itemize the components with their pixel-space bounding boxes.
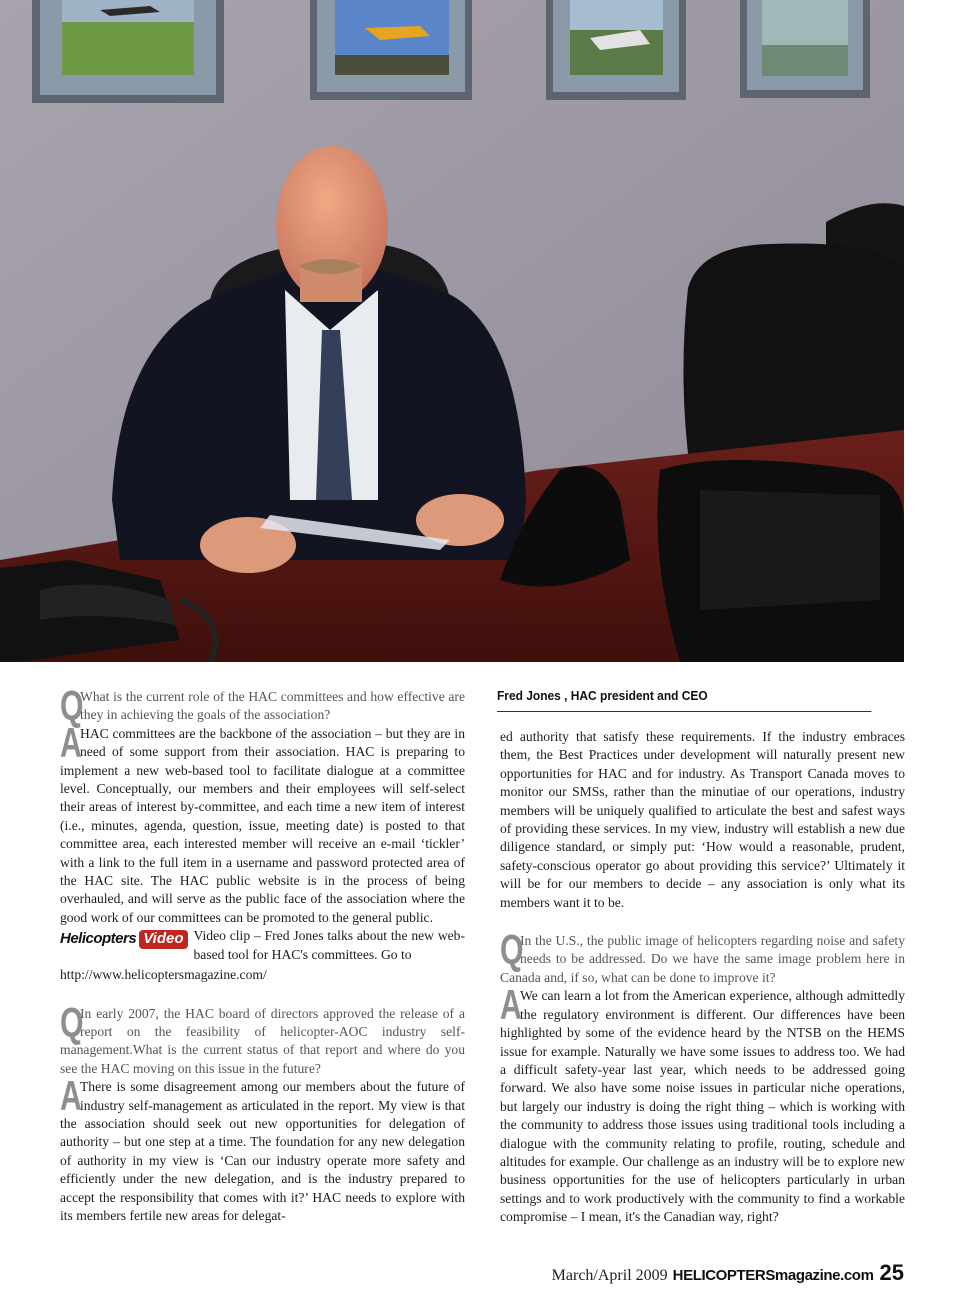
helicopters-video-logo[interactable] — [60, 930, 188, 948]
wall-frame-3 — [546, 0, 686, 100]
answer-3-text: We can learn a lot from the American experience, although admittedly the regulatory environment is different. Our differences have been highlighted by some of the evidence heard by the NTSB on the HEMS issue for example. Naturally we have some issues to address too. We had a difficult safety-year last year, which needs to be addressed going forward. We also have some noise issues in particular niche operations, but largely our industry is doing the right thing – which is working with the community to address those issues using traditional tools including a dialogue with the community relating to profile, routing, schedule and altitudes for example. Our challenge as an industry will be to explore new business opportunities for the use of helicopters particularly in urban settings and to work productively with the community to find a workable compromise – I mean, it's the Canadian way, right? — [500, 988, 905, 1225]
drop-cap-q: Q — [60, 682, 84, 729]
question-2 — [60, 998, 465, 1079]
logo-video-badge: Video — [139, 930, 187, 948]
answer-2-text: There is some disagreement among our members about the future of industry self-management as articulated in the report. My view is that the association should seek out new opportunities for delegation of authority – but one step at a time. The foundation for any new delegation of authority in my view is ‘Can our industry operate more safety and efficiently under the new delegation, and is the industry prepared to accept the responsibility that comes with it?’ HAC needs to explore with its members fertile new areas for delegat- — [60, 1079, 465, 1223]
logo-brand-text: Helicopters — [60, 930, 137, 948]
answer-2-continued-text: ed authority that satisfy these requirements. If the industry embraces them, the Best Practices under development will naturally present new opportunities for HAC and for industry. As Transport Canada moves to monitor our SMSs, rather than the minutiae of our operations, industry members will be uniquely qualified to articulate the best and safest ways of providing these services. In my view, industry will establish a new due diligence standard, or simply put: ‘How would a reasonable, prudent, safety-conscious operator go about providing this service?’ Ultimately it will be for our members to decide – any association is only what its members want it to be. — [500, 729, 905, 910]
portrait-photo — [0, 0, 904, 662]
question-1-text: What is the current role of the HAC committees and how effective are they in achieving the goals of the association? — [80, 689, 465, 723]
question-3-text: In the U.S., the public image of helicopters regarding noise and safety needs to be addressed. Do we have the same image problem here in Canada and, if so, what can be done to improve it? — [500, 933, 905, 985]
question-2-text: In early 2007, the HAC board of directors approved the release of a report on the feasibility of helicopter-AOC industry self-management.What is the current status of that report and where do you see the HAC moving on this issue in the future? — [60, 1005, 465, 1076]
question-3 — [500, 926, 905, 987]
wall-frame-1 — [32, 0, 224, 103]
drop-cap-q: Q — [500, 926, 524, 974]
question-1 — [60, 682, 465, 729]
answer-2-continued — [500, 728, 905, 912]
drop-cap-a: A — [60, 1072, 82, 1120]
video-clip-link[interactable]: http://www.helicoptersmagazine.com/ — [60, 967, 267, 983]
wall-frame-2 — [310, 0, 472, 100]
answer-3 — [500, 981, 905, 1226]
drop-cap-q: Q — [60, 998, 84, 1046]
magazine-site[interactable]: HELICOPTERSmagazine.com — [672, 1267, 874, 1284]
drop-cap-a: A — [500, 981, 522, 1029]
page-number: 25 — [879, 1260, 904, 1285]
answer-1-text: HAC committees are the backbone of the association – but they are in need of some support from their association. HAC is preparing to implement a new web-based tool to facilitate dialogue at a committee level. Conceptually, our members and their employees will self-select their areas of interest by-committee, and each time a new item of interest (i.e., minutes, agenda, question, issue, meeting date) is posted to that committee area, each interested member will receive an e-mail ‘tickler’ with a link to the full item in a username and password protected area of the HAC site. The HAC public website is in the process of being overhauled, and will serve as the public face of the association where the good work of our committees can be promoted to the general public. — [60, 725, 465, 925]
drop-cap-a: A — [60, 718, 82, 766]
wall-frame-4 — [740, 0, 870, 98]
answer-1 — [60, 718, 465, 927]
article-column-left — [60, 682, 465, 1225]
page-footer — [552, 1260, 904, 1286]
photo-caption: Fred Jones , HAC president and CEO — [497, 688, 871, 712]
article-column-right — [500, 728, 905, 1227]
answer-2 — [60, 1072, 465, 1225]
issue-date: March/April 2009 — [551, 1267, 668, 1284]
video-clip-note — [60, 927, 465, 984]
video-clip-text: Video clip – Fred Jones talks about the new web-based tool for HAC's committees. Go to — [193, 928, 465, 962]
